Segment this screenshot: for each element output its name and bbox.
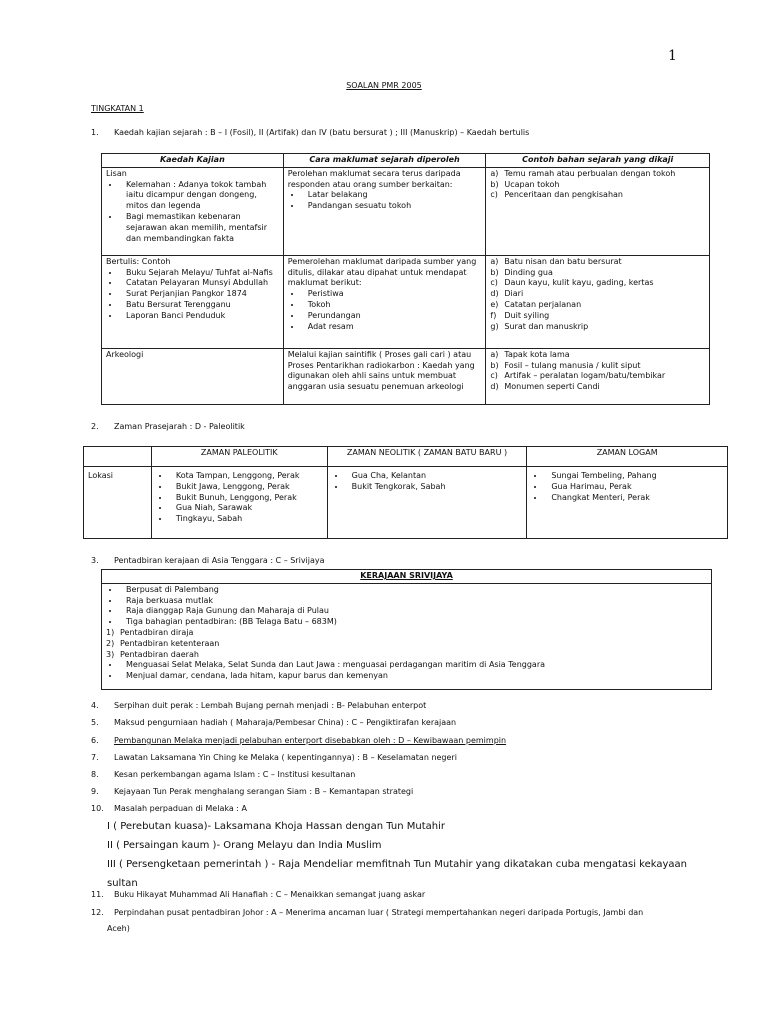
- item-marker: g): [490, 321, 499, 331]
- list-item: • Batu Bersurat Terengganu: [120, 300, 279, 311]
- list-item: [490, 300, 705, 311]
- list-item: • Kelemahan : Adanya tokok tambah iaitu dicampur dengan dongeng, mitos dan legenda: [120, 180, 279, 212]
- list-item: [106, 628, 707, 639]
- list-item: [106, 639, 707, 650]
- table-cell: [102, 348, 284, 404]
- item-marker: a): [490, 349, 499, 359]
- list-item: • Sungai Tembeling, Pahang: [545, 471, 723, 482]
- list-item: • Tokoh: [302, 300, 482, 311]
- item-marker: d): [490, 289, 499, 299]
- question-text: Serpihan duit perak : Lembah Bujang pernah menjadi : B- Pelabuhan enterpot: [114, 701, 427, 710]
- row-label: Bertulis: Contoh: [106, 256, 171, 266]
- question-7: [91, 753, 457, 764]
- question-number: 5.: [91, 718, 99, 727]
- question-text: Kesan perkembangan agama Islam : C – Institusi kesultanan: [114, 770, 356, 779]
- item-text: Monumen seperti Candi: [504, 382, 600, 392]
- list-item: • Berpusat di Palembang: [120, 585, 707, 596]
- question-number: 3.: [91, 556, 99, 565]
- zaman-prasejarah-table: [83, 446, 728, 539]
- list-item: [490, 257, 705, 268]
- list-item: • Bukit Tengkorak, Sabah: [346, 482, 523, 493]
- table-header: [84, 447, 152, 467]
- table-cell: [102, 167, 284, 255]
- table-row: [102, 348, 710, 404]
- question-number: 2.: [91, 422, 99, 431]
- question-3: [91, 556, 325, 567]
- item-marker: e): [490, 299, 499, 309]
- question-number: 1.: [91, 128, 99, 137]
- item-marker: 2): [106, 638, 115, 648]
- item-text: Fosil – tulang manusia / kulit siput: [504, 360, 641, 370]
- row-label: Arkeologi: [106, 349, 144, 359]
- item-marker: b): [490, 179, 499, 189]
- item-marker: 1): [106, 627, 115, 637]
- list-item: [490, 350, 705, 361]
- item-text: Pentadbiran diraja: [120, 627, 194, 637]
- question-6: [91, 736, 506, 747]
- list-item: • Menguasai Selat Melaka, Selat Sunda dan Laut Jawa : menguasai perdagangan maritim di Asia Tenggara: [120, 660, 707, 671]
- table-row: [102, 255, 710, 348]
- question-text: Masalah perpaduan di Melaka : A: [114, 804, 247, 813]
- question-5: [91, 718, 456, 729]
- question-text: Buku Hikayat Muhammad Ali Hanafiah : C – Menaikkan semangat juang askar: [114, 890, 426, 899]
- item-text: Surat dan manuskrip: [504, 321, 589, 331]
- list-item: • Laporan Banci Penduduk: [120, 311, 279, 322]
- table-header-row: [84, 447, 728, 467]
- question-2: [91, 422, 245, 433]
- list-item: [490, 190, 705, 201]
- list-item: • Catatan Pelayaran Munsyi Abdullah: [120, 278, 279, 289]
- question-8: [91, 770, 355, 781]
- item-marker: a): [490, 256, 499, 266]
- list-item: • Buku Sejarah Melayu/ Tuhfat al-Nafis: [120, 268, 279, 279]
- question-number: 6.: [91, 736, 99, 745]
- section-heading: TINGKATAN 1: [91, 104, 144, 113]
- item-marker: c): [490, 278, 498, 288]
- table-row: [102, 167, 710, 255]
- list-item: • Menjual damar, cendana, lada hitam, kapur barus dan kemenyan: [120, 671, 707, 682]
- item-marker: c): [490, 190, 498, 200]
- table-cell: [102, 255, 284, 348]
- item-text: Pentadbiran daerah: [120, 649, 199, 659]
- document-title: SOALAN PMR 2005: [346, 81, 422, 90]
- list-item: • Latar belakang: [302, 190, 482, 201]
- question-text: Kaedah kajian sejarah : B – I (Fosil), II (Artifak) dan IV (batu bersurat ) ; III (Manuskrip) – Kaedah bertulis: [114, 128, 530, 137]
- table-cell: [486, 167, 710, 255]
- list-item: [490, 268, 705, 279]
- question-text: Pembangunan Melaka menjadi pelabuhan enterport disebabkan oleh : D – Kewibawaan pemimpin: [114, 736, 507, 745]
- table-header: ZAMAN PALEOLITIK: [151, 447, 327, 467]
- table-cell: [283, 348, 486, 404]
- answer-line: II ( Persaingan kaum )- Orang Melayu dan India Muslim: [107, 840, 382, 851]
- item-text: Pentadbiran ketenteraan: [120, 638, 220, 648]
- answer-line: sultan: [107, 878, 138, 889]
- table-cell: [527, 467, 728, 539]
- item-text: Artifak – peralatan logam/batu/tembikar: [504, 371, 666, 381]
- item-marker: f): [490, 310, 497, 320]
- table-row: [84, 467, 728, 539]
- table-header: Cara maklumat sejarah diperoleh: [283, 154, 486, 168]
- list-item: • Peristiwa: [302, 289, 482, 300]
- list-item: [490, 311, 705, 322]
- list-item: [106, 650, 707, 661]
- item-marker: d): [490, 382, 499, 392]
- question-10: [91, 804, 247, 815]
- list-item: [490, 322, 705, 333]
- question-4: [91, 701, 426, 712]
- list-item: • Gua Niah, Sarawak: [170, 503, 323, 514]
- question-number: 12.: [91, 908, 104, 917]
- page-number: 1: [668, 48, 677, 64]
- table-header: Contoh bahan sejarah yang dikaji: [486, 154, 710, 168]
- item-text: Daun kayu, kulit kayu, gading, kertas: [504, 278, 654, 288]
- item-marker: 3): [106, 649, 115, 659]
- answer-line: I ( Perebutan kuasa)- Laksamana Khoja Hassan dengan Tun Mutahir: [107, 821, 445, 832]
- question-12-continued: Aceh): [107, 924, 130, 933]
- question-text: Zaman Prasejarah : D - Paleolitik: [114, 422, 245, 431]
- table-header-row: [102, 154, 710, 168]
- question-text: Kejayaan Tun Perak menghalang serangan Siam : B – Kemantapan strategi: [114, 787, 414, 796]
- list-item: [490, 278, 705, 289]
- box-title: [102, 570, 711, 584]
- question-1: [91, 128, 529, 139]
- list-item: • Raja dianggap Raja Gunung dan Maharaja di Pulau: [120, 606, 707, 617]
- question-12: [91, 908, 691, 919]
- list-item: • Bukit Bunuh, Lenggong, Perak: [170, 493, 323, 504]
- question-number: 10.: [91, 804, 104, 813]
- question-text: Pentadbiran kerajaan di Asia Tenggara : C – Srivijaya: [114, 556, 325, 565]
- list-item: • Bukit Jawa, Lenggong, Perak: [170, 482, 323, 493]
- srivijaya-box: [101, 569, 712, 690]
- list-item: • Pandangan sesuatu tokoh: [302, 201, 482, 212]
- item-marker: b): [490, 360, 499, 370]
- item-marker: c): [490, 371, 498, 381]
- question-11: [91, 890, 425, 901]
- list-item: • Tiga bahagian pentadbiran: (BB Telaga Batu – 683M): [120, 617, 707, 628]
- table-header: ZAMAN NEOLITIK ( ZAMAN BATU BARU ): [327, 447, 527, 467]
- table-cell: [283, 167, 486, 255]
- table-cell: [486, 255, 710, 348]
- list-item: [490, 169, 705, 180]
- list-item: [490, 382, 705, 393]
- list-item: [490, 371, 705, 382]
- item-marker: b): [490, 267, 499, 277]
- question-number: 7.: [91, 753, 99, 762]
- list-item: • Kota Tampan, Lenggong, Perak: [170, 471, 323, 482]
- cell-text: Melalui kajian saintifik ( Proses gali cari ) atau Proses Pentarikhan radiokarbon : Kaedah yang digunakan oleh ahli sains untuk membuat anggaran usia sesuatu penemuan arkeologi: [287, 349, 475, 392]
- item-text: Penceritaan dan pengkisahan: [504, 190, 624, 200]
- question-number: 11.: [91, 890, 104, 899]
- table-header: Kaedah Kajian: [102, 154, 284, 168]
- list-item: • Gua Harimau, Perak: [545, 482, 723, 493]
- item-text: Dinding gua: [504, 267, 553, 277]
- list-item: • Perundangan: [302, 311, 482, 322]
- question-text: Perpindahan pusat pentadbiran Johor : A – Menerima ancaman luar ( Strategi mempertahankan negeri daripada Portugis, Jambi dan: [114, 908, 644, 917]
- row-label: Lokasi: [84, 467, 152, 539]
- question-9: [91, 787, 413, 798]
- list-item: • Raja berkuasa mutlak: [120, 596, 707, 607]
- table-cell: [486, 348, 710, 404]
- item-text: Catatan perjalanan: [504, 299, 582, 309]
- question-number: 9.: [91, 787, 99, 796]
- list-item: • Adat resam: [302, 322, 482, 333]
- list-item: • Surat Perjanjian Pangkor 1874: [120, 289, 279, 300]
- item-text: Batu nisan dan batu bersurat: [504, 256, 622, 266]
- table-cell: [283, 255, 486, 348]
- list-item: [490, 289, 705, 300]
- table-header: ZAMAN LOGAM: [527, 447, 728, 467]
- question-number: 4.: [91, 701, 99, 710]
- list-item: [490, 361, 705, 372]
- list-item: • Tingkayu, Sabah: [170, 514, 323, 525]
- cell-text: Pemerolehan maklumat daripada sumber yang ditulis, dilakar atau dipahat untuk mendapat maklumat berikut:: [287, 256, 477, 288]
- q10-answers: [107, 817, 707, 893]
- answer-line: III ( Persengketaan pemerintah ) - Raja Mendeliar memfitnah Tun Mutahir yang dikatakan cuba mengatasi kekayaan: [107, 859, 688, 870]
- list-item: • Changkat Menteri, Perak: [545, 493, 723, 504]
- question-number: 8.: [91, 770, 99, 779]
- question-text: Maksud pengurniaan hadiah ( Maharaja/Pembesar China) : C – Pengiktirafan kerajaan: [114, 718, 457, 727]
- list-item: [490, 180, 705, 191]
- list-item: • Gua Cha, Kelantan: [346, 471, 523, 482]
- row-label: Lisan: [106, 168, 127, 178]
- item-text: Duit syiling: [504, 310, 550, 320]
- item-text: Ucapan tokoh: [504, 179, 560, 189]
- kaedah-kajian-table: [101, 153, 710, 405]
- item-text: Temu ramah atau perbualan dengan tokoh: [504, 168, 676, 178]
- table-cell: [151, 467, 327, 539]
- item-marker: a): [490, 168, 499, 178]
- item-text: Diari: [504, 289, 524, 299]
- box-title-text: KERAJAAN SRIVIJAYA: [360, 571, 453, 580]
- question-text: Lawatan Laksamana Yin Ching ke Melaka ( kepentingannya) : B – Keselamatan negeri: [114, 753, 457, 762]
- table-cell: [327, 467, 527, 539]
- cell-text: Perolehan maklumat secara terus daripada responden atau orang sumber berkaitan:: [287, 168, 461, 189]
- item-text: Tapak kota lama: [504, 349, 570, 359]
- list-item: • Bagi memastikan kebenaran sejarawan akan memilih, mentafsir dan membandingkan fakta: [120, 212, 279, 244]
